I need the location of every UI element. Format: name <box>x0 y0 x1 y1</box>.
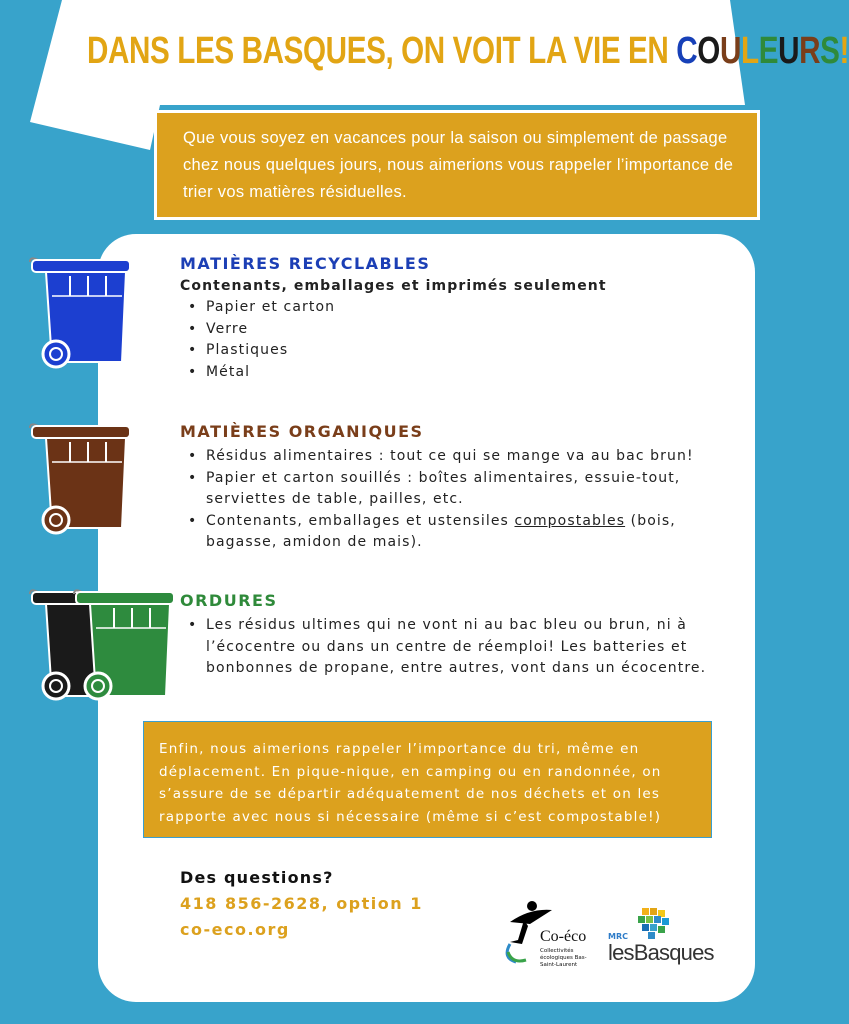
coeco-name: Co-éco <box>540 928 587 945</box>
section-organiques <box>180 422 720 554</box>
list-item: • Métal <box>180 362 740 384</box>
list-item: • Les résidus ultimes qui ne vont ni au bac bleu ou brun, ni à l’écocentre ou dans un centre de réemploi! Les batteries et bonbonnes de propane, entre autres, vont dans un écocentre. <box>180 615 725 680</box>
website-link[interactable]: co-eco.org <box>180 920 290 939</box>
section-ordures <box>180 591 725 680</box>
closing-text: Enfin, nous aimerions rappeler l’importance du tri, même en déplacement. En pique-nique, en camping ou en randonnée, on s’assure de se départir adéquatement de nos déchets et on les rapporte avec nous si nécessaire (même si c’est compostable!) <box>159 741 662 825</box>
section-recyclables <box>180 254 740 383</box>
garbage-bins-icon <box>22 586 178 704</box>
organiques-title: MATIÈRES ORGANIQUES <box>180 422 424 441</box>
list-item: • Contenants, emballages et ustensiles compostables (bois, bagasse, amidon de mais). <box>180 511 720 554</box>
page-title: DANS LES BASQUES, ON VOIT LA VIE EN COULEURS! <box>87 30 849 72</box>
title-letter: R <box>799 30 821 72</box>
list-item: • Papier et carton <box>180 297 740 319</box>
ordures-title: ORDURES <box>180 591 278 610</box>
coeco-tagline: Collectivités écologiques Bas-Saint-Laurent <box>540 948 587 968</box>
title-letter: U <box>778 30 800 72</box>
mrc-mosaic-icon <box>638 908 674 942</box>
intro-text: Que vous soyez en vacances pour la saison ou simplement de passage chez nous quelques jours, nous aimerions vous rappeler l’importance de trier vos matières résiduelles. <box>183 129 734 201</box>
list-item: • Résidus alimentaires : tout ce qui se mange va au bac brun! <box>180 446 720 468</box>
coeco-logo <box>500 900 610 970</box>
title-letter: O <box>697 30 720 72</box>
ordures-list <box>180 615 725 680</box>
mrc-small-label: MRC <box>608 932 628 941</box>
recyclables-title: MATIÈRES RECYCLABLES <box>180 254 431 273</box>
list-item: • Plastiques <box>180 340 740 362</box>
blue-recycling-bin-icon <box>22 254 134 370</box>
title-letter: S <box>820 30 840 72</box>
list-item: • Papier et carton souillés : boîtes alimentaires, essuie-tout, serviettes de table, pailles, etc. <box>180 468 720 511</box>
recyclables-list <box>180 297 740 383</box>
intro-box <box>154 110 760 220</box>
title-letter: C <box>676 30 698 72</box>
brown-compost-bin-icon <box>22 420 134 536</box>
compostables-underlined: compostables <box>514 512 626 529</box>
title-letter: L <box>741 30 759 72</box>
title-letter: U <box>719 30 742 72</box>
phone-number[interactable]: 418 856-2628, option 1 <box>180 894 423 913</box>
recyclables-subtitle: Contenants, emballages et imprimés seulement <box>180 278 607 294</box>
mrc-name: lesBasques <box>608 940 714 965</box>
title-colored-word <box>676 30 839 72</box>
organiques-list <box>180 446 720 554</box>
questions-title: Des questions? <box>180 868 334 887</box>
title-letter: E <box>758 30 779 72</box>
closing-box <box>143 721 712 838</box>
list-item: • Verre <box>180 319 740 341</box>
